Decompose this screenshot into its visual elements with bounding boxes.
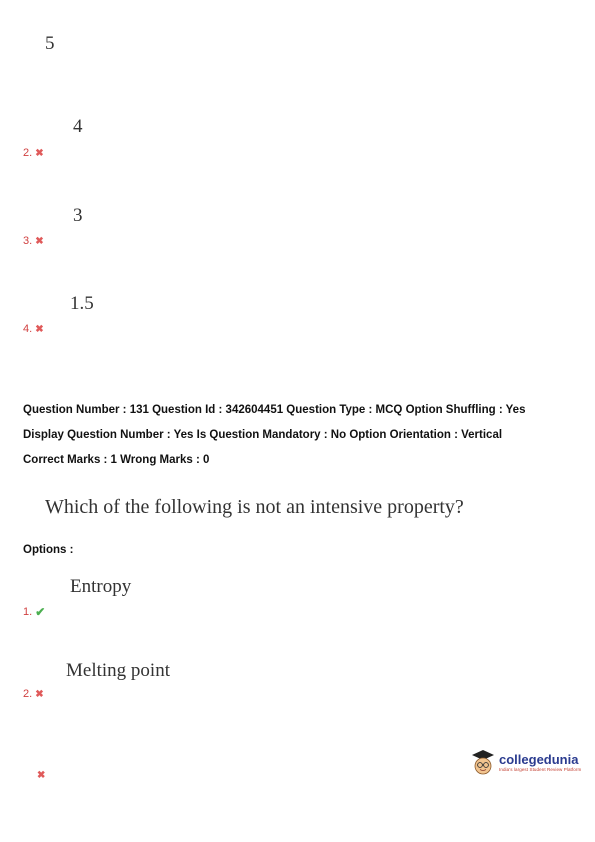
option-marker-2 — [23, 688, 44, 700]
check-icon: ✔ — [35, 605, 46, 619]
prev-option-marker-3 — [23, 235, 44, 247]
wrong-icon: ✖ — [35, 147, 44, 159]
option-marker-3 — [37, 770, 45, 781]
wrong-icon: ✖ — [35, 688, 44, 700]
collegedunia-logo — [470, 748, 581, 776]
option-value-2: Melting point — [66, 660, 170, 681]
option-number: 3. — [23, 235, 33, 247]
option-number: 1. — [23, 606, 33, 618]
option-number: 4. — [23, 323, 33, 335]
option-number: 2. — [23, 147, 33, 159]
logo-tagline: India's largest Student Review Platform — [499, 767, 582, 772]
option-number: 2. — [23, 688, 33, 700]
prev-option-value-2: 4 — [73, 116, 83, 137]
prev-option-value-1: 5 — [45, 33, 55, 54]
prev-option-marker-4 — [23, 323, 44, 335]
option-marker-1 — [23, 605, 45, 619]
prev-option-value-3: 3 — [73, 205, 83, 226]
prev-option-marker-2 — [23, 147, 44, 159]
wrong-icon: ✖ — [35, 235, 44, 247]
wrong-icon: ✖ — [35, 323, 44, 335]
question-meta-line-1: Question Number : 131 Question Id : 342604451 Question Type : MCQ Option Shuffling : Yes — [23, 404, 526, 416]
mascot-icon — [470, 748, 496, 776]
question-meta-line-2: Display Question Number : Yes Is Question Mandatory : No Option Orientation : Vertical — [23, 429, 503, 441]
option-value-1: Entropy — [70, 576, 132, 597]
prev-option-value-4: 1.5 — [70, 293, 94, 314]
question-text: Which of the following is not an intensive property? — [45, 496, 464, 518]
question-meta-line-3: Correct Marks : 1 Wrong Marks : 0 — [23, 454, 210, 466]
logo-wordmark: collegedunia — [499, 752, 579, 767]
wrong-icon: ✖ — [37, 770, 46, 781]
options-label: Options : — [23, 544, 74, 556]
